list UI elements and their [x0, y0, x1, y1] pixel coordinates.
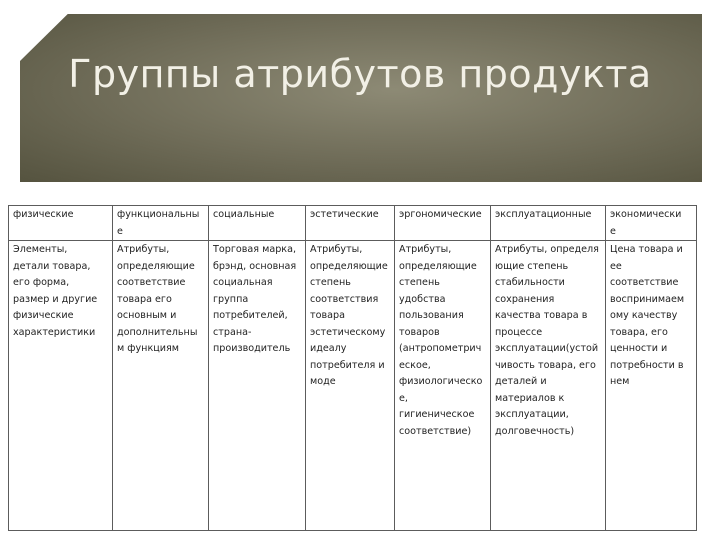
cell-physical: Элементы, детали товара, его форма, размер и другие физические характеристики — [9, 241, 113, 531]
header-cell-social: социальные — [209, 206, 306, 241]
cell-functional: Атрибуты, определяющие соответствие товара его основным и дополнительны м функциям — [113, 241, 209, 531]
header-cell-physical: физические — [9, 206, 113, 241]
table-row — [9, 241, 697, 531]
header-cell-ergonomic: эргономические — [395, 206, 491, 241]
title-banner — [20, 14, 702, 182]
header-cell-operational: эксплуатационные — [491, 206, 606, 241]
slide-title: Группы атрибутов продукта — [68, 52, 652, 96]
header-cell-functional: функциональны е — [113, 206, 209, 241]
cell-economic: Цена товара и ее соответствие воспринимаем ому качеству товара, его ценности и потребности в нем — [606, 241, 697, 531]
cell-aesthetic: Атрибуты, определяющие степень соответствия товара эстетическому идеалу потребителя и моде — [306, 241, 395, 531]
table-header-row — [9, 206, 697, 241]
header-cell-economic: экономически е — [606, 206, 697, 241]
cell-operational: Атрибуты, определя ющие степень стабильности сохранения качества товара в процессе эксплуатации(устой чивость товара, его деталей и материалов к эксплуатации, долговечность) — [491, 241, 606, 531]
attributes-table — [8, 205, 697, 531]
header-cell-aesthetic: эстетические — [306, 206, 395, 241]
cell-social: Торговая марка, брэнд, основная социальная группа потребителей, страна- производитель — [209, 241, 306, 531]
cell-ergonomic: Атрибуты, определяющие степень удобства пользования товаров (антропометрич еское, физиологическо е, гигиеническое соответствие) — [395, 241, 491, 531]
